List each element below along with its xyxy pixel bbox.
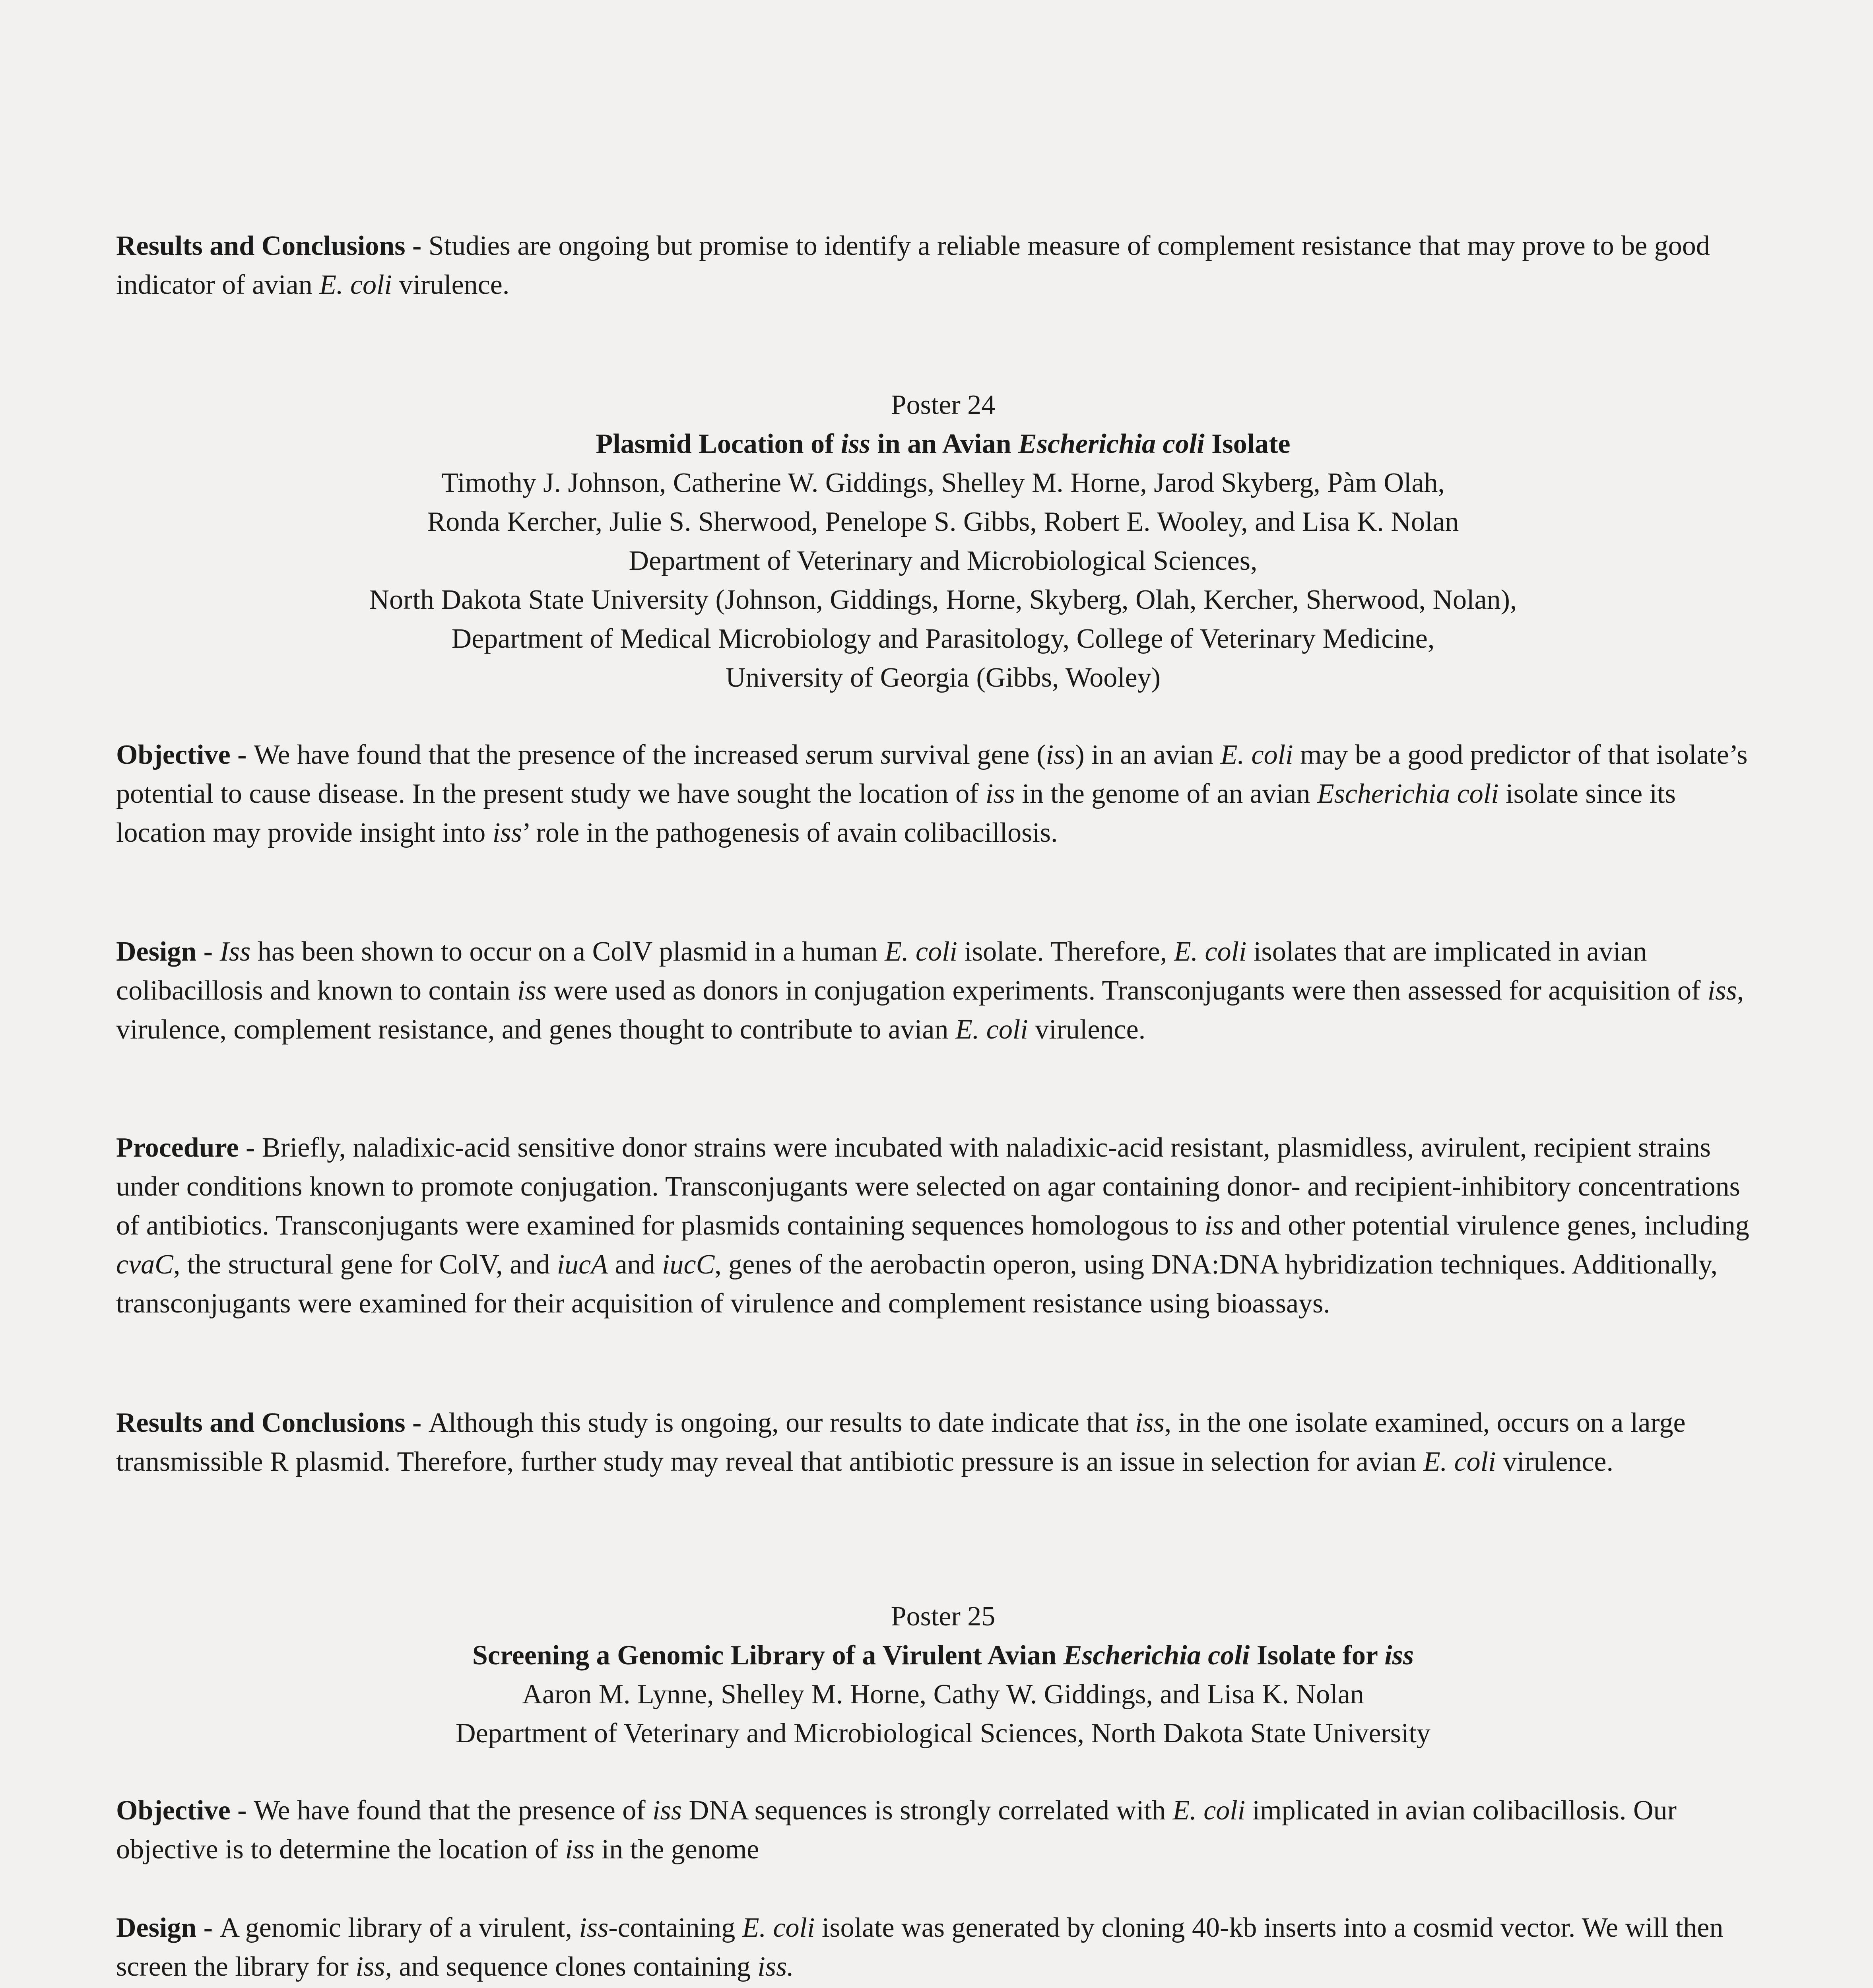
text-run: Briefly, naladixic-acid sensitive donor strains were incubated with naladixic-acid resistant, plasmidless, avirulent, recipient strains under conditions known to promote conjugation. Transconjugants were selected on agar containing donor- and recipient-inhibitory concentrations of antibiotics. Transconjugants were examined for plasmids containing sequences homologous to (116, 1132, 1740, 1241)
poster25-design-paragraph (116, 1908, 1770, 1986)
text-run: Isolate (1204, 429, 1291, 459)
poster24-affiliation-line-3: Department of Medical Microbiology and Parasitology, College of Veterinary Medicine, (451, 623, 1435, 654)
poster24-procedure-paragraph (116, 1128, 1770, 1323)
text-run: Studies are ongoing but promise to identify a reliable measure of complement resistance that may prove to be good indicator of avian (116, 231, 1710, 300)
italic-run: E. coli (1423, 1446, 1496, 1477)
text-run: , virulence, complement resistance, and genes thought to contribute to avian (116, 975, 1744, 1045)
text-run: isolate since its location may provide insight into (116, 779, 1676, 848)
poster24-design-paragraph (116, 932, 1770, 1049)
design-label: Design - (116, 936, 220, 967)
italic-run: iss. (757, 1951, 794, 1982)
italic-run: E. coli (955, 1014, 1028, 1045)
italic-run: iss (579, 1912, 609, 1943)
italic-run: iss, (355, 1951, 392, 1982)
italic-run: iss (1707, 975, 1737, 1006)
objective-label: Objective - (116, 1795, 254, 1826)
italic-run: iss (652, 1795, 682, 1826)
text-run: Isolate for (1250, 1640, 1385, 1671)
italic-run: iss (1135, 1408, 1165, 1438)
text-run: erum (816, 740, 881, 770)
italic-run: iss (492, 817, 522, 848)
text-run: were used as donors in conjugation experiments. Transconjugants were then assessed for acquisition of (546, 975, 1708, 1006)
text-run: implicated in avian colibacillosis. Our objective is to determine the location of (116, 1795, 1677, 1865)
italic-run: E. coli (1220, 740, 1293, 770)
italic-run: E. coli (885, 936, 957, 967)
text-run: isolate was generated by cloning 40-kb inserts into a cosmid vector. We will then screen the library for (116, 1912, 1724, 1982)
text-run: isolates that are implicated in avian colibacillosis and known to contain (116, 936, 1647, 1006)
poster25-authors: Aaron M. Lynne, Shelley M. Horne, Cathy W. Giddings, and Lisa K. Nolan (522, 1679, 1364, 1710)
poster24-title (116, 425, 1770, 464)
italic-run: Escherichia coli (1317, 779, 1499, 809)
poster25-affiliation: Department of Veterinary and Microbiological Sciences, North Dakota State University (456, 1718, 1430, 1749)
poster24-results-paragraph (116, 1404, 1770, 1481)
italic-run: s (805, 740, 817, 770)
text-run: We have found that the presence of (253, 1795, 653, 1826)
design-label: Design - (116, 1912, 220, 1943)
text-run: may be a good predictor of that isolate’s potential to cause disease. In the present study we have sought the location of (116, 740, 1748, 809)
text-run: We have found that the presence of the increased (253, 740, 805, 770)
poster24-objective-paragraph (116, 736, 1770, 852)
italic-run: iss (517, 975, 547, 1006)
procedure-label: Procedure - (116, 1132, 262, 1163)
text-run: has been shown to occur on a ColV plasmid in a human (250, 936, 885, 967)
italic-run: iss (985, 779, 1015, 809)
text-run: and other potential virulence genes, including (1234, 1210, 1749, 1241)
italic-run: s (880, 740, 891, 770)
italic-run: cvaC (116, 1249, 173, 1280)
text-run: , genes of the aerobactin operon, using DNA:DNA hybridization techniques. Additionally, transconjugants were examined for their acquisition of virulence and complement resistance using bioassays. (116, 1249, 1718, 1319)
text-run: isolate. Therefore, (957, 936, 1174, 967)
results-label: Results and Conclusions - (116, 1408, 429, 1438)
prev-results-label: Results and Conclusions - (116, 231, 429, 261)
text-run: and (608, 1249, 662, 1280)
text-run: Screening a Genomic Library of a Virulent Avian (472, 1640, 1064, 1671)
poster24-header (116, 386, 1770, 697)
text-run: ) in an avian (1075, 740, 1221, 770)
italic-run: Escherichia coli (1018, 429, 1205, 459)
text-run: virulence. (1028, 1014, 1146, 1045)
italic-run: iucC (662, 1249, 715, 1280)
italic-run: E. coli (1172, 1795, 1246, 1826)
prev-results-paragraph (116, 227, 1770, 305)
text-run: virulence. (1496, 1446, 1613, 1477)
italic-run: iss (1384, 1640, 1414, 1671)
italic-run: E. coli (1174, 936, 1247, 967)
italic-run: E. coli (319, 270, 392, 300)
poster25-header (116, 1597, 1770, 1753)
poster24-authors-line-2: Ronda Kercher, Julie S. Sherwood, Penelope S. Gibbs, Robert E. Wooley, and Lisa K. Nolan (427, 507, 1459, 537)
italic-run: iss (1204, 1210, 1234, 1241)
text-run: and sequence clones containing (392, 1951, 758, 1982)
italic-run: E. coli (742, 1912, 815, 1943)
italic-run: Iss (219, 936, 251, 967)
poster25-title (116, 1636, 1770, 1675)
text-run: A genomic library of a virulent, (219, 1912, 579, 1943)
text-run: in the genome (594, 1834, 759, 1865)
text-run: , the structural gene for ColV, and (173, 1249, 557, 1280)
text-run: -containing (608, 1912, 742, 1943)
text-run: Although this study is ongoing, our results to date indicate that (428, 1408, 1135, 1438)
poster24-authors-line-1: Timothy J. Johnson, Catherine W. Giddings, Shelley M. Horne, Jarod Skyberg, Pàm Olah, (441, 468, 1445, 498)
text-run: virulence. (392, 270, 510, 300)
text-run: in an Avian (870, 429, 1019, 459)
text-run: , in the one isolate examined, occurs on a large transmissible R plasmid. Therefore, further study may reveal that antibiotic pressure is an issue in selection for avian (116, 1408, 1686, 1477)
italic-run: iss (1046, 740, 1075, 770)
text-run: DNA sequences is strongly correlated with (682, 1795, 1173, 1826)
italic-run: iss (840, 429, 870, 459)
italic-run: iucA (557, 1249, 608, 1280)
italic-run: iss (565, 1834, 595, 1865)
text-run: in the genome of an avian (1015, 779, 1317, 809)
italic-run: Escherichia coli (1063, 1640, 1250, 1671)
text-run: ’ role in the pathogenesis of avain colibacillosis. (522, 817, 1058, 848)
poster24-affiliation-line-2: North Dakota State University (Johnson, Giddings, Horne, Skyberg, Olah, Kercher, Sherwood, Nolan), (369, 584, 1517, 615)
poster24-label: Poster 24 (891, 390, 996, 420)
text-run: urvival gene ( (891, 740, 1046, 770)
poster24-affiliation-line-4: University of Georgia (Gibbs, Wooley) (725, 662, 1161, 693)
text-run: Plasmid Location of (596, 429, 841, 459)
poster25-label: Poster 25 (891, 1601, 996, 1632)
poster25-objective-paragraph (116, 1791, 1770, 1869)
poster24-affiliation-line-1: Department of Veterinary and Microbiological Sciences, (629, 546, 1258, 576)
objective-label: Objective - (116, 740, 254, 770)
